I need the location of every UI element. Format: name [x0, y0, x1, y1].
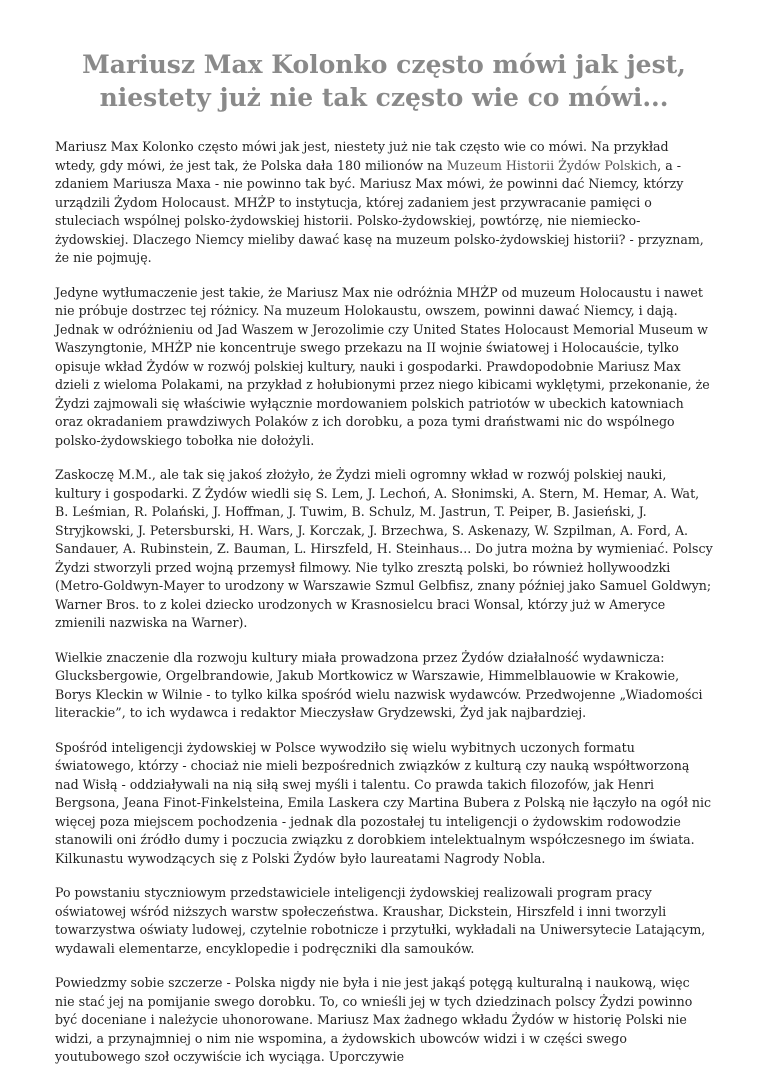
paragraph-5: Spośród inteligencji żydowskiej w Polsce wywodziło się wielu wybitnych uczonych formatu światowego, którzy - chociaż nie mieli bezpośrednich związków z kulturą czy nauką współtworzoną nad Wisłą - oddziaływali na nią siłą swej myśli i talentu. Co prawda takich filozofów, jak Henri Bergsona, Jeana Finot-Finkelsteina, Emila Laskera czy Martina Bubera z Polską nie łączyło na ogół nic więcej poza miejscem pochodzenia - jednak dla pozostałej tu inteligencji o żydowskim rodowodzie stanowili oni źródło dumy i poczucia związku z dorobkiem intelektualnym współczesnego im świata. Kilkunastu wywodzących się z Polski Żydów było laureatami Nagrody Nobla.	[55, 739, 712, 866]
paragraph-1	[55, 138, 713, 268]
paragraph-3: Zaskoczę M.M., ale tak się jakoś złożyło, że Żydzi mieli ogromny wkład w rozwój polskiej nauki, kultury i gospodarki. Z Żydów wiedli się S. Lem, J. Lechoń, A. Słonimski, A. Stern, M. Hemar, A. Wat, B. Leśmian, R. Polański, J. Hoffman, J. Tuwim, B. Schulz, M. Jastrun, T. Peiper, B. Jasieński, J. Stryjkowski, J. Petersburski, H. Wars, J. Korczak, J. Brzechwa, S. Askenazy, W. Szpilman, A. Ford, A. Sandauer, A. Rubinstein, Z. Bauman, L. Hirszfeld, H. Steinhaus... Do jutra można by wymieniać. Polscy Żydzi stworzyli przed wojną przemysł filmowy. Nie tylko zresztą polski, bo również hollywoodzki (Metro-Goldwyn-Mayer to urodzony w Warszawie Szmul Gelbfisz, znany później jako Samuel Goldwyn; Warner Bros. to z kolei dziecko urodzonych w Krasnosielcu braci Wonsal, którzy już w Ameryce zmienili nazwiska na Warner).	[55, 467, 713, 630]
paragraph-6: Po powstaniu styczniowym przedstawiciele inteligencji żydowskiej realizowali program pracy oświatowej wśród niższych warstw społeczeństwa. Kraushar, Dickstein, Hirszfeld i inni tworzyli towarzystwa oświaty ludowej, czytelnie robotnicze i przytułki, wykładali na Uniwersytecie Latającym, wydawali elementarze, encyklopedie i podręczniki dla samouków.	[55, 885, 706, 956]
museum-link[interactable]: Muzeum Historii Żydów Polskich	[446, 157, 658, 173]
paragraph-1-text-before: Mariusz Max Kolonko często mówi jak jest, niestety już nie tak często wie co mówi. Na przykład wtedy, gdy mówi, że jest tak, że Polska dała 180 milionów na	[55, 139, 669, 173]
page-title: Mariusz Max Kolonko często mówi jak jest, niestety już nie tak często wie co mówi...	[82, 50, 686, 112]
paragraph-4: Wielkie znaczenie dla rozwoju kultury miała prowadzona przez Żydów działalność wydawnicza: Glucksbergowie, Orgelbrandowie, Jakub Mortkowicz w Warszawie, Himmelblauowie w Krakowie, Borys Kleckin w Wilnie - to tylko kilka spośród wielu nazwisk wydawców. Przedwojenne „Wiadomości literackie”, to ich wydawca i redaktor Mieczysław Grydzewski, Żyd jak najbardziej.	[55, 649, 703, 720]
paragraph-2: Jedyne wytłumaczenie jest takie, że Mariusz Max nie odróżnia MHŻP od muzeum Holocaustu i nawet nie próbuje dostrzec tej różnicy. Na muzeum Holokaustu, owszem, powinni dawać Niemcy, i dają. Jednak w odróżnieniu od Jad Waszem w Jerozolimie czy United States Holocaust Memorial Museum w Waszyngtonie, MHŻP nie koncentruje swego przekazu na II wojnie światowej i Holocauście, tylko opisuje wkład Żydów w rozwój polskiej kultury, nauki i gospodarki. Prawdopodobnie Mariusz Max dzieli z wieloma Polakami, na przykład z hołubionymi przez niego kibicami wyklętymi, przekonanie, że Żydzi zajmowali się właściwie wyłącznie mordowaniem polskich patriotów w ubeckich katowniach oraz okradaniem prawdziwych Polaków z ich dorobku, a poza tymi draństwami nic do wspólnego polsko-żydowskiego tobołka nie dołożyli.	[55, 284, 710, 448]
paragraph-7: Powiedzmy sobie szczerze - Polska nigdy nie była i nie jest jakąś potęgą kulturalną i naukową, więc nie stać jej na pomijanie swego dorobku. To, co wnieśli jej w tych dziedzinach polscy Żydzi powinno być doceniane i należycie uhonorowane. Mariusz Max żadnego wkładu Żydów w historię Polski nie widzi, a przynajmniej o nim nie wspomina, a żydowskich ubowców widzi i w części swego youtubowego szoł oczywiście ich wyciąga. Uporczywie	[55, 975, 693, 1064]
paragraph-1-text-after: , a - zdaniem Mariusza Maxa - nie powinno tak być. Mariusz Max mówi, że powinni dać Niemcy, którzy urządzili Żydom Holocaust. MHŻP to instytucja, której zadaniem jest przywracanie pamięci o stuleciach wspólnej polsko-żydowskiej historii. Polsko-żydowskiej, powtórzę, nie niemiecko-żydowskiej. Dlaczego Niemcy mieliby dawać kasę na muzeum polsko-żydowskiej historii? - przyznam, że nie pojmuję.	[55, 157, 704, 265]
